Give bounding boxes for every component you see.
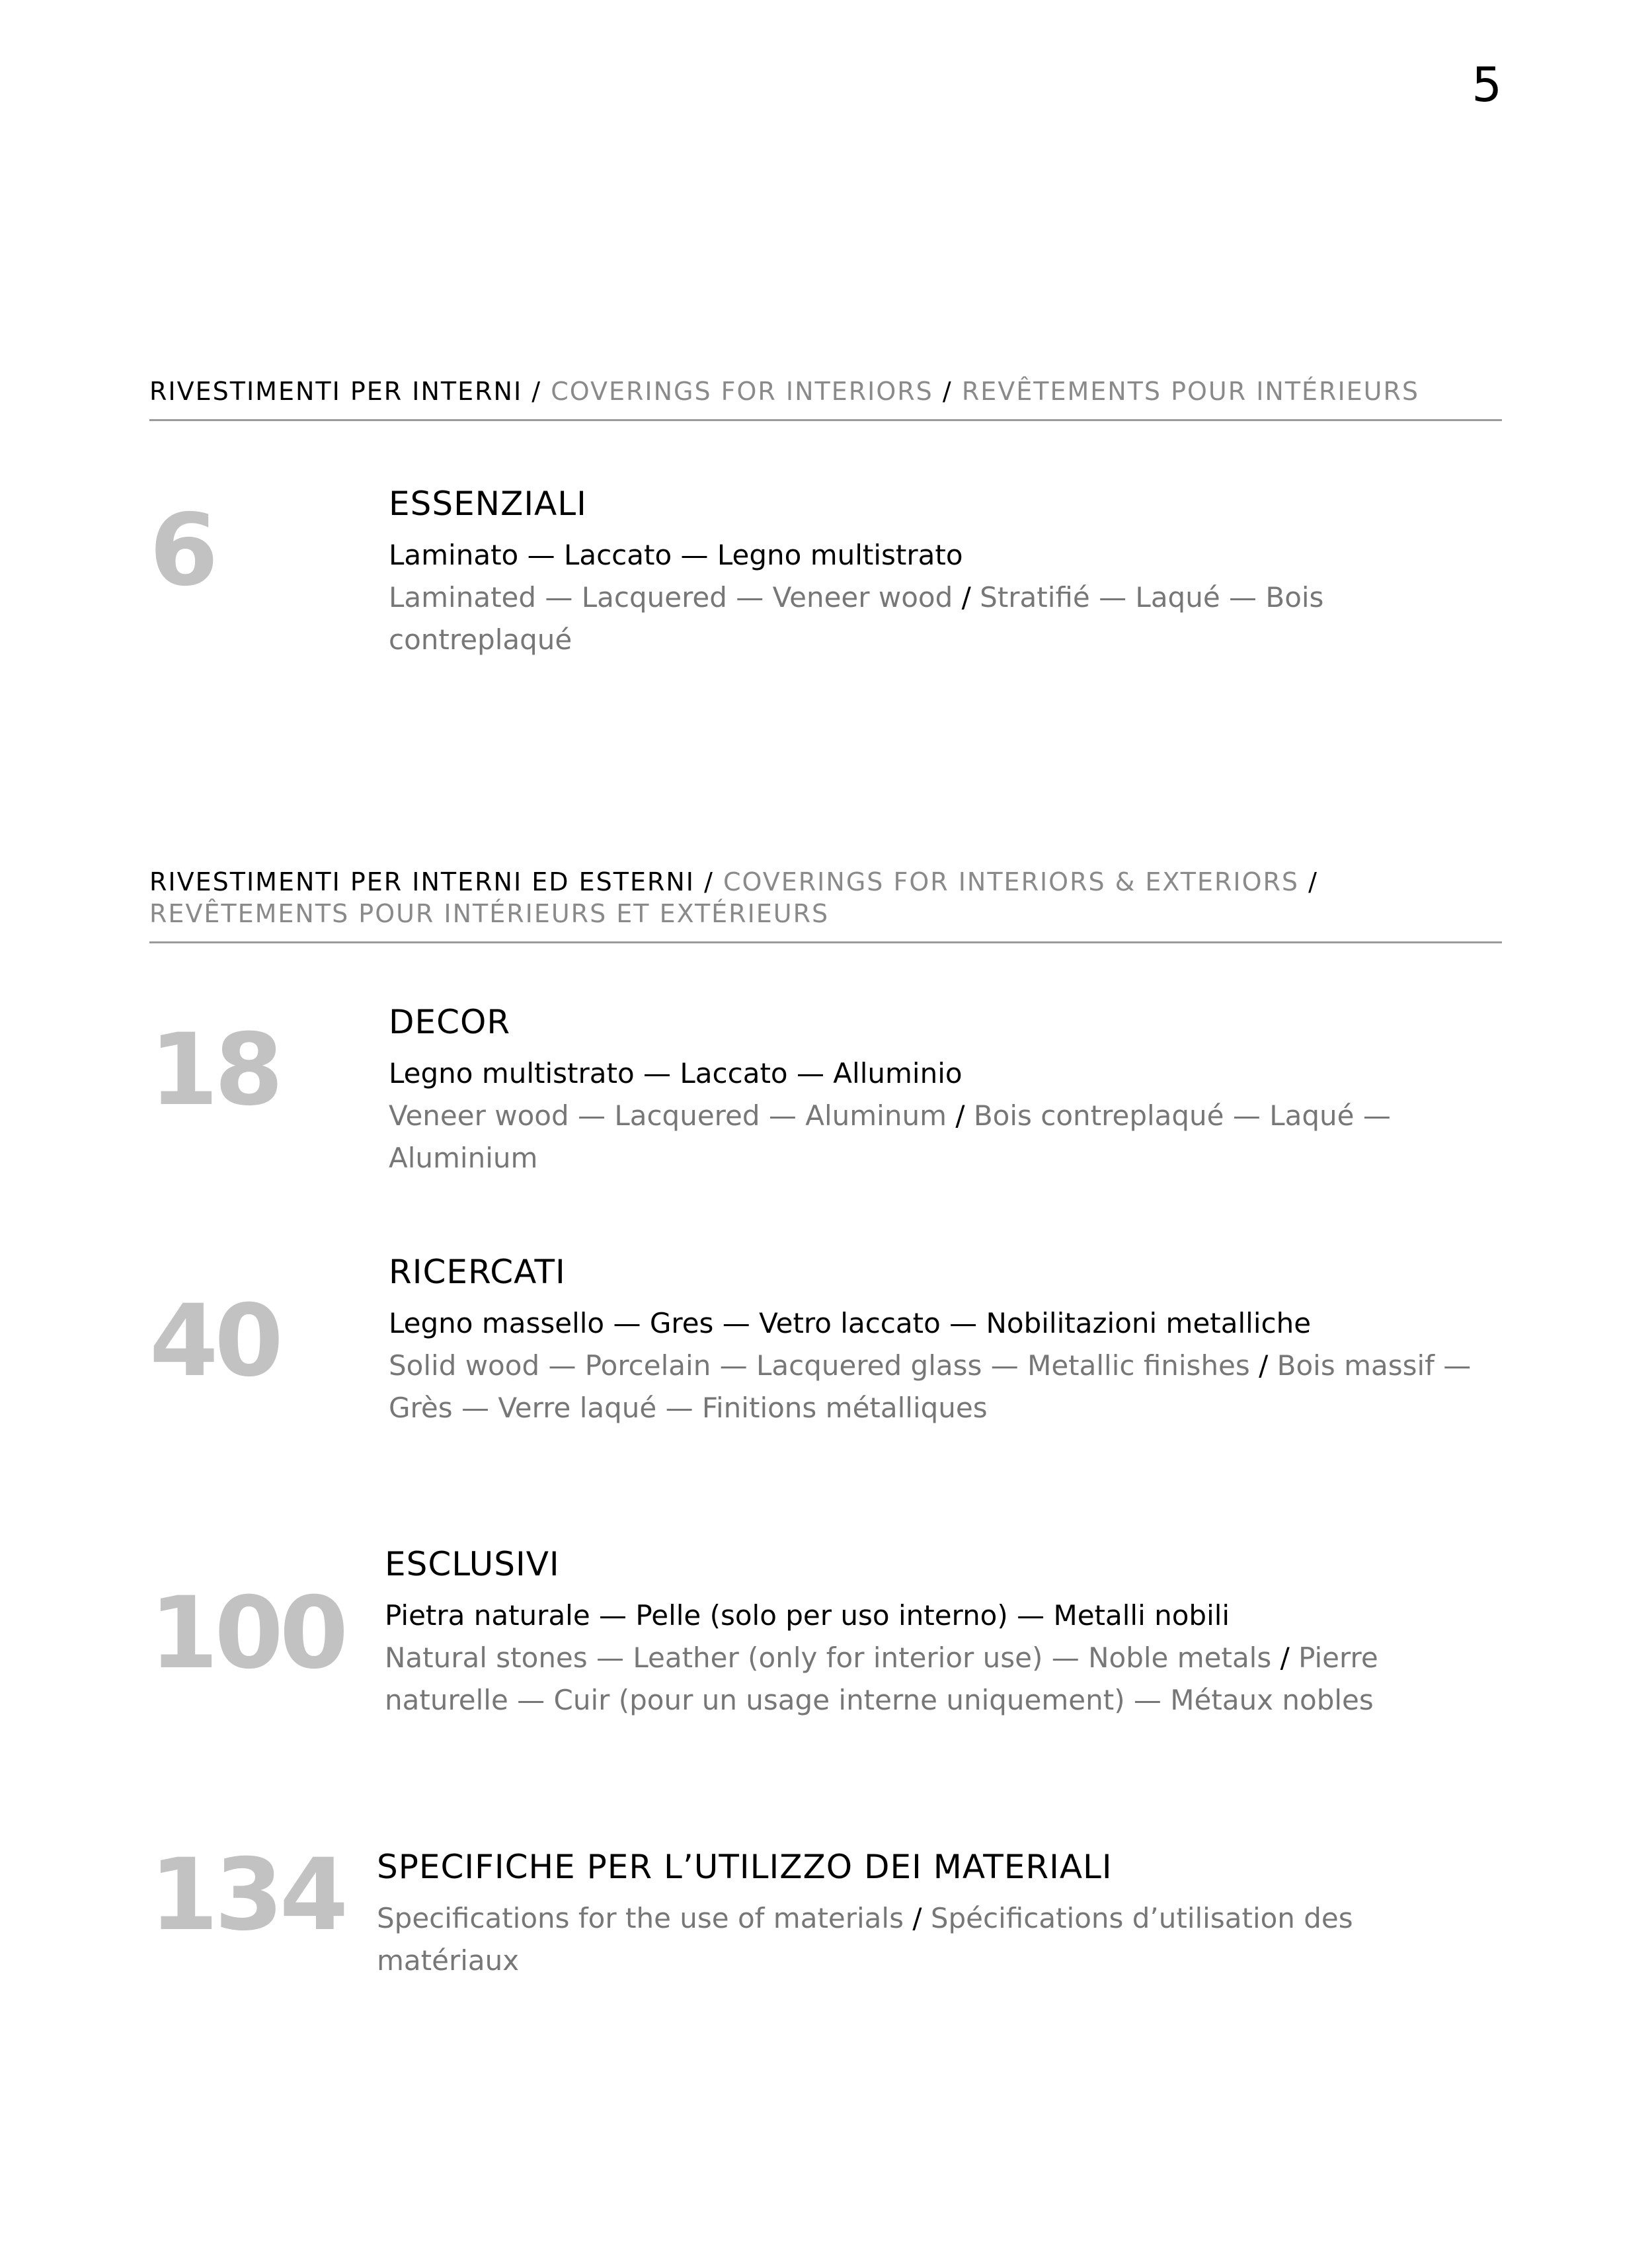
entry-materials-en: Solid wood — Porcelain — Lacquered glass — Metallic finishes	[389, 1349, 1250, 1382]
header-en: COVERINGS FOR INTERIORS & EXTERIORS	[723, 867, 1300, 896]
header-it: RIVESTIMENTI PER INTERNI ED ESTERNI	[149, 867, 695, 896]
entry-materials-en: Natural stones — Leather (only for interior use) — Noble metals	[385, 1641, 1272, 1674]
entry-page-number: 18	[149, 1013, 280, 1128]
entry-materials-translations	[389, 1095, 1502, 1179]
entry-materials-it: Pietra naturale — Pelle (solo per uso interno) — Metalli nobili	[385, 1599, 1230, 1632]
entry-materials-translations	[377, 1897, 1502, 1982]
translation-separator: /	[955, 1099, 965, 1132]
entry-materials-fr: Spécifications d’utilisation des matériaux	[377, 1902, 1353, 1977]
translation-separator: /	[961, 581, 971, 613]
entry-materials-en: Laminated — Lacquered — Veneer wood	[389, 581, 953, 613]
entry-title: RICERCATI	[389, 1253, 566, 1291]
entry-title: ESSENZIALI	[389, 485, 587, 523]
entry-title: SPECIFICHE PER L’UTILIZZO DEI MATERIALI	[377, 1848, 1113, 1886]
translation-separator: /	[912, 1902, 922, 1934]
header-separator: /	[942, 377, 953, 406]
toc-entry-specifiche[interactable]	[149, 1838, 1502, 1978]
entry-title: ESCLUSIVI	[385, 1545, 560, 1583]
toc-entry-decor[interactable]	[149, 1001, 1502, 1174]
entry-page-number: 6	[149, 493, 215, 608]
header-it: RIVESTIMENTI PER INTERNI	[149, 377, 523, 406]
section-header-interiors	[149, 376, 1502, 421]
entry-materials-fr: Pierre naturelle — Cuir (pour un usage interne uniquement) — Métaux nobles	[385, 1641, 1378, 1716]
entry-materials-fr: Stratifié — Laqué — Bois contreplaqué	[389, 581, 1324, 656]
entry-title: DECOR	[389, 1003, 511, 1041]
toc-entry-essenziali[interactable]	[149, 483, 1502, 656]
entry-materials-fr: Bois contreplaqué — Laqué — Aluminium	[389, 1099, 1391, 1174]
header-separator: /	[531, 377, 542, 406]
entry-materials-translations	[389, 576, 1502, 661]
entry-page-number: 40	[149, 1284, 280, 1399]
entry-materials-it: Legno multistrato — Laccato — Alluminio	[389, 1057, 963, 1089]
header-separator: /	[1308, 867, 1318, 896]
entry-materials-translations	[389, 1345, 1502, 1429]
header-fr: REVÊTEMENTS POUR INTÉRIEURS	[961, 377, 1420, 406]
header-separator: /	[704, 867, 714, 896]
toc-entry-ricercati[interactable]	[149, 1251, 1502, 1449]
page-number: 5	[1472, 57, 1502, 112]
translation-separator: /	[1280, 1641, 1290, 1674]
entry-materials-en: Veneer wood — Lacquered — Aluminum	[389, 1099, 947, 1132]
entry-page-number: 100	[149, 1576, 345, 1691]
toc-entry-esclusivi[interactable]	[149, 1543, 1502, 1741]
entry-page-number: 134	[149, 1838, 345, 1953]
header-fr: REVÊTEMENTS POUR INTÉRIEURS ET EXTÉRIEURS	[149, 899, 830, 928]
header-en: COVERINGS FOR INTERIORS	[551, 377, 933, 406]
entry-materials-translations	[385, 1637, 1502, 1721]
entry-materials-it: Laminato — Laccato — Legno multistrato	[389, 539, 963, 571]
translation-separator: /	[1259, 1349, 1269, 1382]
section-header-interiors-exteriors	[149, 866, 1502, 943]
entry-materials-fr: Bois massif — Grès — Verre laqué — Finitions métalliques	[389, 1349, 1472, 1424]
entry-materials-it: Legno massello — Gres — Vetro laccato — Nobilitazioni metalliche	[389, 1307, 1312, 1339]
entry-materials-en: Specifications for the use of materials	[377, 1902, 904, 1934]
